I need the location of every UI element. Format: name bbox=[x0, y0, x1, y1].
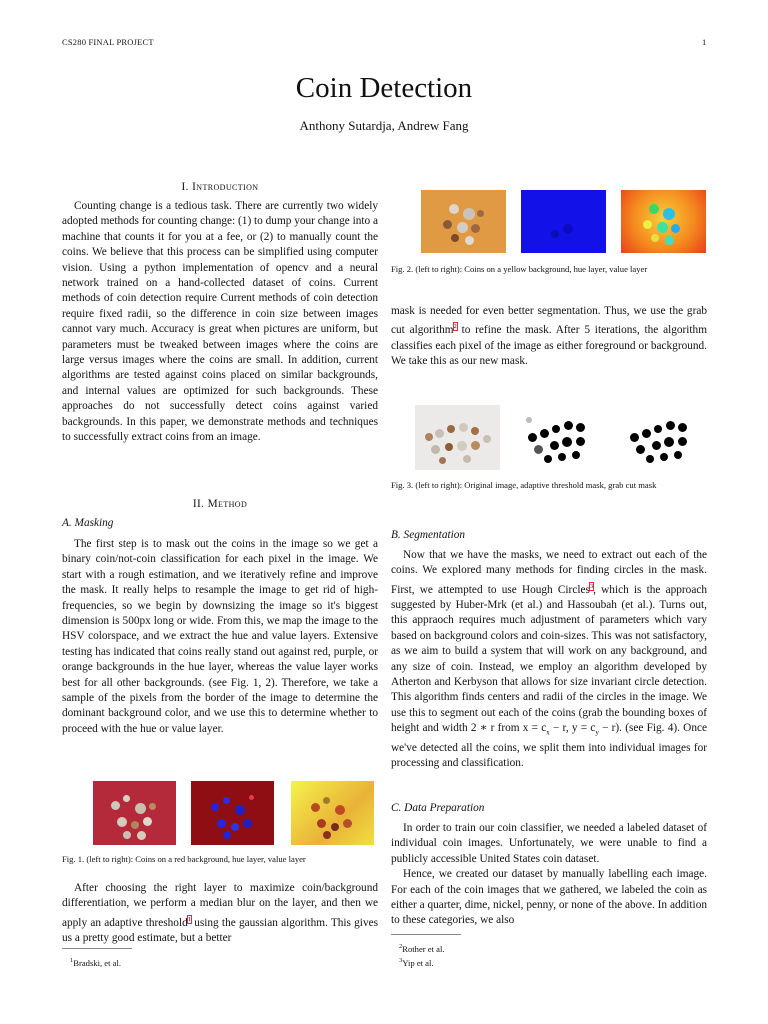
fig1-value-layer bbox=[291, 781, 374, 845]
intro-paragraph: Counting change is a tedious task. There are currently two widely adopted methods for counting change: (1) to dump your change into a machine that counts it for you at a fee, or (2) to manually count the coins. We believe that this process can be simplified using computer vision. Using a python implementation of opencv and a neural network trained on a hand-collected dataset of coins. Current methods of coin detection require Current methods of coin detection require fixed radii, so the difference in coin size between images cannot vary much. Accuracy is great when pictures are uniform, but parameters must be tweaked between images where the coins are large versus images where the coins are small. In addition, current algorithms are tested against coins placed on similar backgrounds, and internal values are optimized for such backgrounds. These approaches do not successfully detect coins against varied backgrounds. In this paper, we demonstrate methods and techniques to successfully extract coins from an image. bbox=[62, 200, 378, 444]
fig2-hue-layer bbox=[521, 190, 606, 253]
fig2-original-image bbox=[421, 190, 506, 253]
footnote-1: $^1$Bradski, et al. bbox=[70, 957, 121, 968]
data-prep-heading: C. Data Preparation bbox=[391, 802, 485, 814]
mask-continuation-text bbox=[391, 304, 707, 369]
fig3-original-image bbox=[415, 405, 500, 470]
data-prep-paragraph-2: Hence, we created our dataset by manually labelling each image. For each of the coin images that we gathered, we labeled the coin as either a quarter, dime, nickel, penny, or none of the above. In addition to these categories, we also bbox=[391, 868, 707, 927]
authors: Anthony Sutardja, Andrew Fang bbox=[299, 118, 469, 133]
footnote-ref-1[interactable]: 1 bbox=[187, 915, 191, 923]
segmentation-text: Now that we have the masks, we need to extract out each of the coins. We explored many methods for finding circles in the mask. First, we attempted to use Hough Circles$^3$, which is the approach suggested by Huber-Mrk (et al.) and Hassoubah (et al.). Turns out, this appraoch requires much adjustment of parameters which vary based on background colors and coin-sizes. This was not satisfactory, as we aim to build a system that will work on any background, and any size of coin. Instead, we employ an algorithm developed by Atherton and Kerbyson that allows for size invariant circle detection. This algorithm finds centers and radii of the circles in the image. We use this to segment out each of the coins (grab the bounding boxes of height and width 2 ∗ r from $x = c_x - r$, $y = c_y - r$). (see Fig. 4). Once we've detected all the coins, we split them into individual images for processing and classification. bbox=[391, 549, 707, 770]
data-prep-paragraph-1: In order to train our coin classifier, we needed a labeled dataset of individual coin images. Unfortunately, we were unable to find a publicly accessible United States coin dataset. bbox=[391, 822, 707, 865]
intro-heading: I. Introduction bbox=[181, 181, 259, 193]
footnote-3: $^3$Yip et al. bbox=[399, 957, 434, 968]
method-heading: II. Method bbox=[192, 498, 248, 510]
footnote-ref-2[interactable]: 2 bbox=[453, 323, 457, 331]
fig3-threshold-mask bbox=[520, 405, 605, 470]
footnote-rule-left bbox=[62, 948, 132, 949]
intro-text bbox=[62, 199, 378, 446]
fig3-grabcut-mask bbox=[622, 405, 707, 470]
running-header: CS280 FINAL PROJECT bbox=[62, 37, 154, 47]
after-threshold-text bbox=[62, 881, 378, 946]
after-text-end: using the gaussian algorithm. This gives us a pretty good estimate, but a better bbox=[62, 916, 379, 944]
mask-text-end: to refine the mask. After 5 iterations, the algorithm classifies each pixel of the image as either foreground or background. We take this as our new mask. bbox=[391, 324, 707, 367]
footnote-2: $^2$Rother et al. bbox=[399, 943, 445, 954]
mask-text-start: mask is needed for even better segmentation. Thus, we use the grab cut algorithm bbox=[391, 305, 707, 337]
paper-title: Coin Detection bbox=[295, 72, 473, 104]
fig3-caption: Fig. 3. (left to right): Original image, adaptive threshold mask, grab cut mask bbox=[391, 480, 657, 490]
fig2-value-layer bbox=[621, 190, 706, 253]
page-number: 1 bbox=[702, 37, 707, 47]
footnote-rule-right bbox=[391, 934, 461, 935]
fig1-hue-layer bbox=[191, 781, 274, 845]
fig1-caption: Fig. 1. (left to right): Coins on a red background, hue layer, value layer bbox=[62, 854, 306, 864]
masking-paragraph: The first step is to mask out the coins in the image so we get a binary coin/not-coin classification for each pixel in the image. We start with a rough estimation, and we iteratively refine and improve the mask. It really helps to resample the image to get rid of high-frequencies, so we begin by downsizing the image so it's biggest dimension is 500px long or wide. From this, we map the image to the HSV colorspace, and we extract the hue and value layers. Extensive testing has indicated that coins really stand out against red, purple, or orange backgrounds in the hue layer, whereas the value layer works best for all other backgrounds. (see Fig. 1, 2). Therefore, we take a sample of the pixels from the border of the image to determine the dominant background color, and we use this to determine whether to proceed with the hue or value layer. bbox=[62, 538, 378, 735]
footnote-ref-3[interactable]: 3 bbox=[589, 582, 594, 590]
masking-heading: A. Masking bbox=[62, 517, 114, 529]
after-text-start: After choosing the right layer to maximize coin/background differentiation, we perform a median blur on the layer, and then we apply an adaptive threshold bbox=[62, 882, 378, 929]
masking-text bbox=[62, 537, 378, 737]
fig1-original-image bbox=[93, 781, 176, 845]
data-prep-text bbox=[391, 821, 707, 929]
fig2-caption: Fig. 2. (left to right): Coins on a yellow background, hue layer, value layer bbox=[391, 264, 648, 274]
segmentation-heading: B. Segmentation bbox=[391, 529, 466, 541]
